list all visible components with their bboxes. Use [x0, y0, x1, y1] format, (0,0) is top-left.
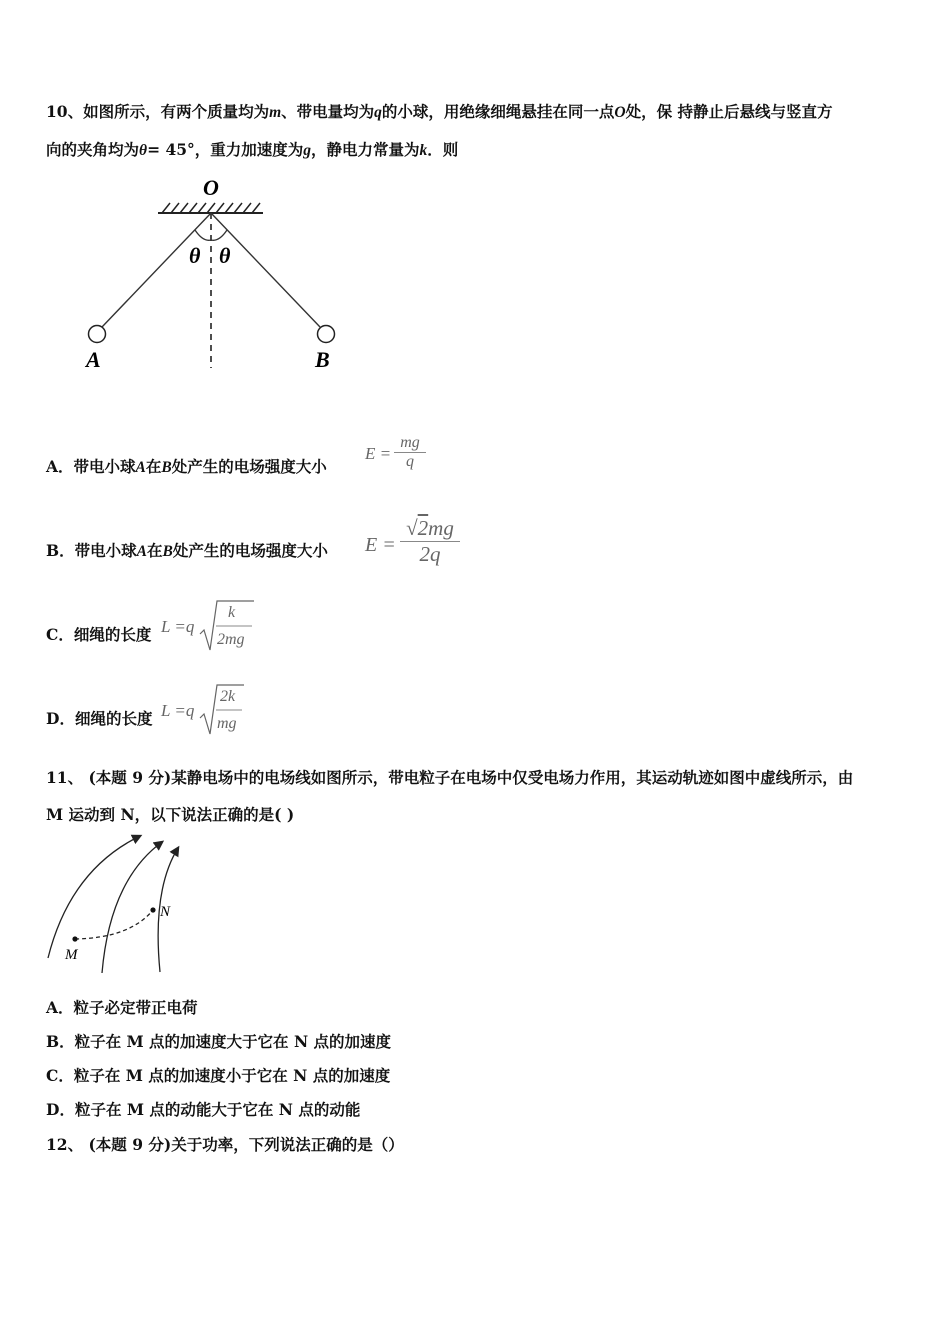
string-right [211, 213, 320, 327]
ball-A [89, 326, 106, 343]
option-B-denominator: 2q [419, 542, 441, 566]
option-B-formula-lhs: E = [365, 534, 396, 556]
q10-option-C: C．细绳的长度 [46, 625, 152, 644]
option-A-formula-lhs: E = [365, 444, 392, 463]
option-B-numerator: mg [428, 516, 454, 540]
field-lines-figure [40, 830, 200, 980]
ceiling-hatch [162, 203, 260, 213]
label-B: B [315, 347, 330, 372]
q11-stem-line1: 11、 (本题 9 分)某静电场中的电场线如图所示，带电粒子在电场中仅受电场力作用，其运动轨迹如图中虚线所示，由 [46, 768, 854, 787]
field-line-1 [48, 836, 140, 958]
angle-arc-left [195, 230, 211, 240]
sqrt-icon: √ [406, 516, 418, 540]
q11-option-C: C．粒子在 M 点的加速度小于它在 N 点的加速度 [46, 1066, 391, 1085]
option-D-formula-lhs: L =q [161, 701, 195, 720]
ball-B [318, 326, 335, 343]
option-A-numerator: mg [394, 434, 426, 453]
label-M: M [65, 947, 78, 963]
q10-stem-line1: 10、如图所示，有两个质量均为m、带电量均为q的小球，用绝缘细绳悬挂在同一点O处，保 持静止后悬线与竖直方 [46, 102, 833, 121]
trajectory-dashed [75, 910, 153, 939]
q11-option-A: A．粒子必定带正电荷 [46, 998, 198, 1017]
q10-stem-line2: 向的夹角均为θ= 45°，重力加速度为g，静电力常量为k．则 [46, 140, 459, 159]
option-C-numerator: k [228, 604, 236, 621]
theta-left-label: θ [189, 243, 201, 268]
option-C-denominator: 2mg [217, 631, 245, 648]
label-A: A [86, 347, 101, 372]
option-A-fraction [394, 434, 426, 471]
option-C-formula-lhs: L =q [161, 617, 195, 636]
q10-option-A: A．带电小球A在B处产生的电场强度大小 [46, 457, 327, 476]
point-M [72, 936, 77, 941]
angle-arc-right [211, 230, 227, 240]
option-D-numerator: 2k [220, 688, 236, 705]
q10-option-D: D．细绳的长度 [46, 709, 153, 728]
q11-option-D: D．粒子在 M 点的动能大于它在 N 点的动能 [46, 1100, 361, 1119]
option-D-denominator: mg [217, 715, 237, 732]
pendulum-figure [70, 170, 370, 380]
figure-label-O: O [203, 175, 219, 200]
option-A-denominator: q [406, 453, 414, 470]
q10-option-B: B．带电小球A在B处产生的电场强度大小 [46, 541, 328, 560]
option-B-fraction [400, 516, 460, 567]
q11-option-B: B．粒子在 M 点的加速度大于它在 N 点的加速度 [46, 1032, 392, 1051]
label-N: N [160, 904, 171, 920]
string-left [102, 213, 211, 327]
theta-right-label: θ [219, 243, 231, 268]
option-B-radicand: 2 [417, 516, 429, 540]
q12-stem-line1: 12、 (本题 9 分)关于功率，下列说法正确的是（） [46, 1135, 404, 1154]
q11-stem-line2: M 运动到 N，以下说法正确的是( ) [46, 805, 295, 824]
point-N [150, 907, 155, 912]
